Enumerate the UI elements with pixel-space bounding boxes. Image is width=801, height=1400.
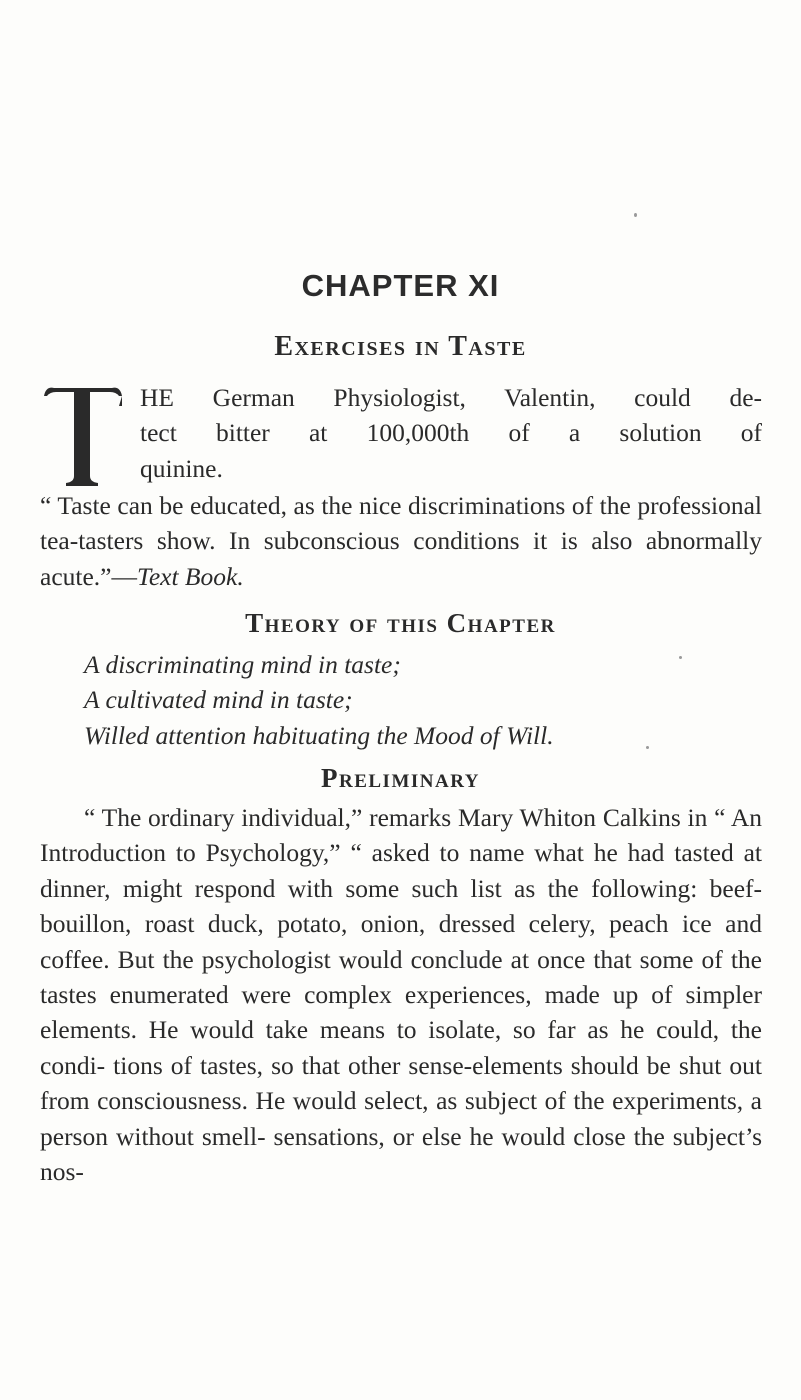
chapter-title: Exercises in Taste	[274, 331, 527, 362]
preliminary-section-title: Preliminary	[321, 763, 480, 793]
opening-line: quinine.	[140, 453, 223, 483]
opening-line: tect bitter at 100,000th of a solution of	[140, 418, 762, 448]
chapter-heading: CHAPTER XI	[301, 268, 500, 303]
preliminary-paragraph: “ The ordinary individual,” remarks Mary Whiton Calkins in “ An Introduction to Psychology,” “ asked to name what he had tasted at dinner, might respond with some such list as the following: beef-bouillon, roast duck, potato, onion, dressed celery, peach ice and coffee. But the psychologist would conclude at once that some of the tastes enumerated were complex experiences, made up of simpler elements. He would take means to isolate, so far as he could, the condi- tions of tastes, so that other sense-elements should be shut out from consciousness. He would select, as subject of the experiments, a person without smell- sensations, or else he would close the subject’s nos-	[40, 803, 762, 1187]
quote-source: Text Book.	[136, 561, 244, 591]
paper-speck	[646, 746, 649, 749]
theory-section-title: Theory of this Chapter	[245, 608, 556, 638]
drop-cap-t-icon	[40, 384, 126, 488]
theory-list	[84, 647, 764, 753]
paper-speck	[634, 213, 637, 217]
opening-line: HE German Physiologist, Valentin, could de-	[140, 383, 762, 412]
theory-item: Willed attention habituating the Mood of Will.	[84, 720, 554, 750]
theory-item: A cultivated mind in taste;	[84, 685, 353, 715]
theory-item: A discriminating mind in taste;	[84, 650, 401, 679]
opening-paragraph	[40, 380, 762, 490]
paper-speck	[679, 656, 682, 659]
opening-lines	[140, 380, 762, 486]
quote-paragraph	[40, 488, 762, 594]
quote-text: “ Taste can be educated, as the nice discriminations of the professional tea-tasters show. In subconscious conditions it is also abnormally acute.”—	[40, 491, 762, 591]
